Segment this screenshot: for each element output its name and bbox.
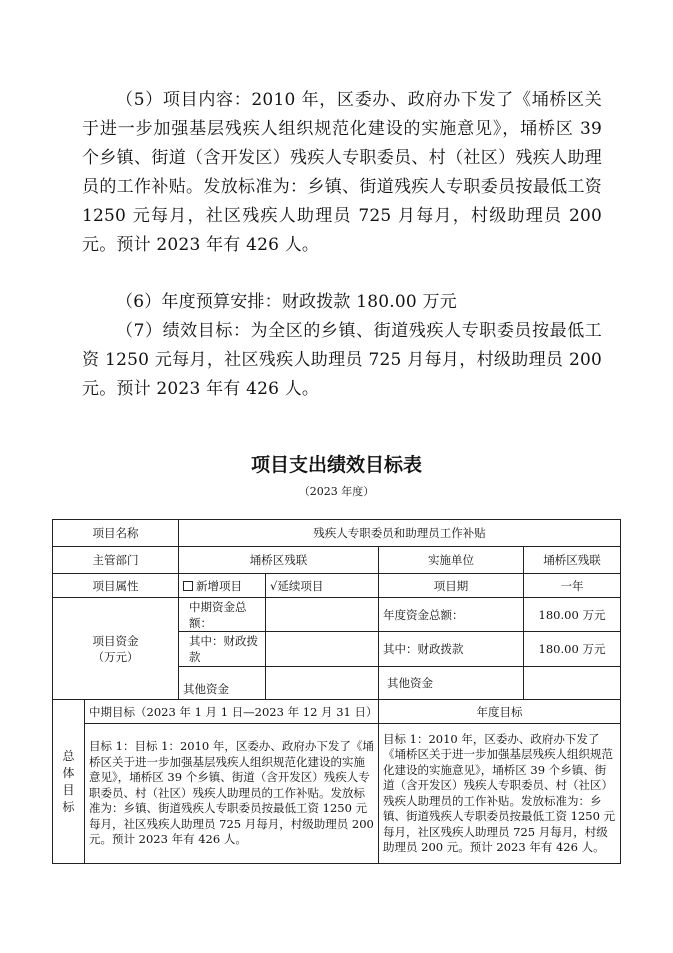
- paragraph-budget: （6）年度预算安排：财政拨款 180.00 万元: [116, 292, 457, 312]
- annual-total-label: 年度资金总额：: [379, 598, 524, 632]
- dept-label: 主管部门: [53, 547, 179, 574]
- table-row: [53, 574, 621, 598]
- attr-cont-option: [266, 574, 379, 598]
- table-subtitle: （2023 年度）: [298, 485, 375, 498]
- annual-fiscal-label: 其中：财政拨款: [379, 632, 524, 667]
- attr-label: 项目属性: [53, 574, 179, 598]
- impl-label: 实施单位: [379, 547, 524, 574]
- annual-other-value: [524, 667, 621, 700]
- mid-total-label: 中期资金总额：: [179, 598, 266, 632]
- overall-goal-char: 总: [62, 748, 75, 763]
- project-name-label: 项目名称: [53, 520, 179, 547]
- annual-other-label: 其他资金: [379, 667, 524, 700]
- annual-fiscal-value: 180.00 万元: [524, 632, 621, 667]
- mid-total-value: [266, 598, 379, 632]
- mid-other-label: 其他资金: [179, 667, 266, 700]
- annual-total-value: 180.00 万元: [524, 598, 621, 632]
- funds-label: [53, 598, 179, 700]
- table-row: [53, 724, 621, 864]
- mid-goal-text: 目标 1：目标 1：2010 年，区委办、政府办下发了《埇桥区关于进一步加强基层残疾人组织规范化建设的实施意见》，埇桥区 39 个乡镇、街道（含开发区）残疾人专职委员、村（社区）残疾人助理员的工作补贴。发放标准为：乡镇、街道残疾人专职委员按最低工资 1250 元每月，社区残疾人助理员 725 月每月，村级助理员 200 元。预计 2023 年有 426 人。: [85, 724, 379, 864]
- paragraph-performance-goal: （7）绩效目标：为全区的乡镇、街道残疾人专职委员按最低工资 1250 元每月，社区残疾人助理员 725 月每月，村级助理员 200 元。预计 2023 年有 426 人。: [82, 321, 602, 399]
- funds-label-unit: （万元）: [92, 649, 139, 664]
- overall-goal-label: [53, 700, 85, 864]
- mid-goal-header: 中期目标（2023 年 1 月 1 日—2023 年 12 月 31 日）: [85, 700, 379, 724]
- mid-fiscal-value: [266, 632, 379, 667]
- funds-label-main: 项目资金: [92, 633, 139, 648]
- project-name-value: 残疾人专职委员和助理员工作补贴: [179, 520, 621, 547]
- attr-cont-label: √延续项目: [270, 578, 324, 593]
- overall-goal-char: 标: [62, 799, 75, 814]
- table-row: [53, 700, 621, 724]
- performance-target-table: [52, 519, 621, 864]
- annual-goal-header: 年度目标: [379, 700, 621, 724]
- impl-value: 埇桥区残联: [524, 547, 621, 574]
- table-row: [53, 598, 621, 632]
- overall-goal-char: 体: [62, 765, 75, 780]
- attr-new-label: 新增项目: [196, 578, 242, 593]
- attr-new-option: [179, 574, 266, 598]
- period-label: 项目期: [379, 574, 524, 598]
- mid-fiscal-label: 其中：财政拨款: [179, 632, 266, 667]
- overall-goal-char: 目: [62, 782, 75, 797]
- mid-other-value: [266, 667, 379, 700]
- checkbox-icon: [183, 581, 193, 591]
- period-value: 一年: [524, 574, 621, 598]
- table-row: [53, 547, 621, 574]
- table-title: 项目支出绩效目标表: [250, 454, 422, 476]
- paragraph-project-content: （5）项目内容：2010 年，区委办、政府办下发了《埇桥区关于进一步加强基层残疾人组织规范化建设的实施意见》，埇桥区 39 个乡镇、街道（含开发区）残疾人专职委员、村（社区）残疾人助理员的工作补贴。发放标准为：乡镇、街道残疾人专职委员按最低工资 1250 元每月，社区残疾人助理员 725 月每月，村级助理员 200 元。预计 2023 年有 426 人。: [82, 90, 602, 255]
- annual-goal-text: 目标 1：2010 年，区委办、政府办下发了《埇桥区关于进一步加强基层残疾人组织规范化建设的实施意见》，埇桥区 39 个乡镇、街道（含开发区）残疾人专职委员、村（社区）残疾人助理员的工作补贴。发放标准为：乡镇、街道残疾人专职委员按最低工资 1250 元每月，社区残疾人助理员 725 月每月，村级助理员 200 元。预计 2023 年有 426 人。: [379, 724, 621, 864]
- dept-value: 埇桥区残联: [179, 547, 379, 574]
- table-row: [53, 520, 621, 547]
